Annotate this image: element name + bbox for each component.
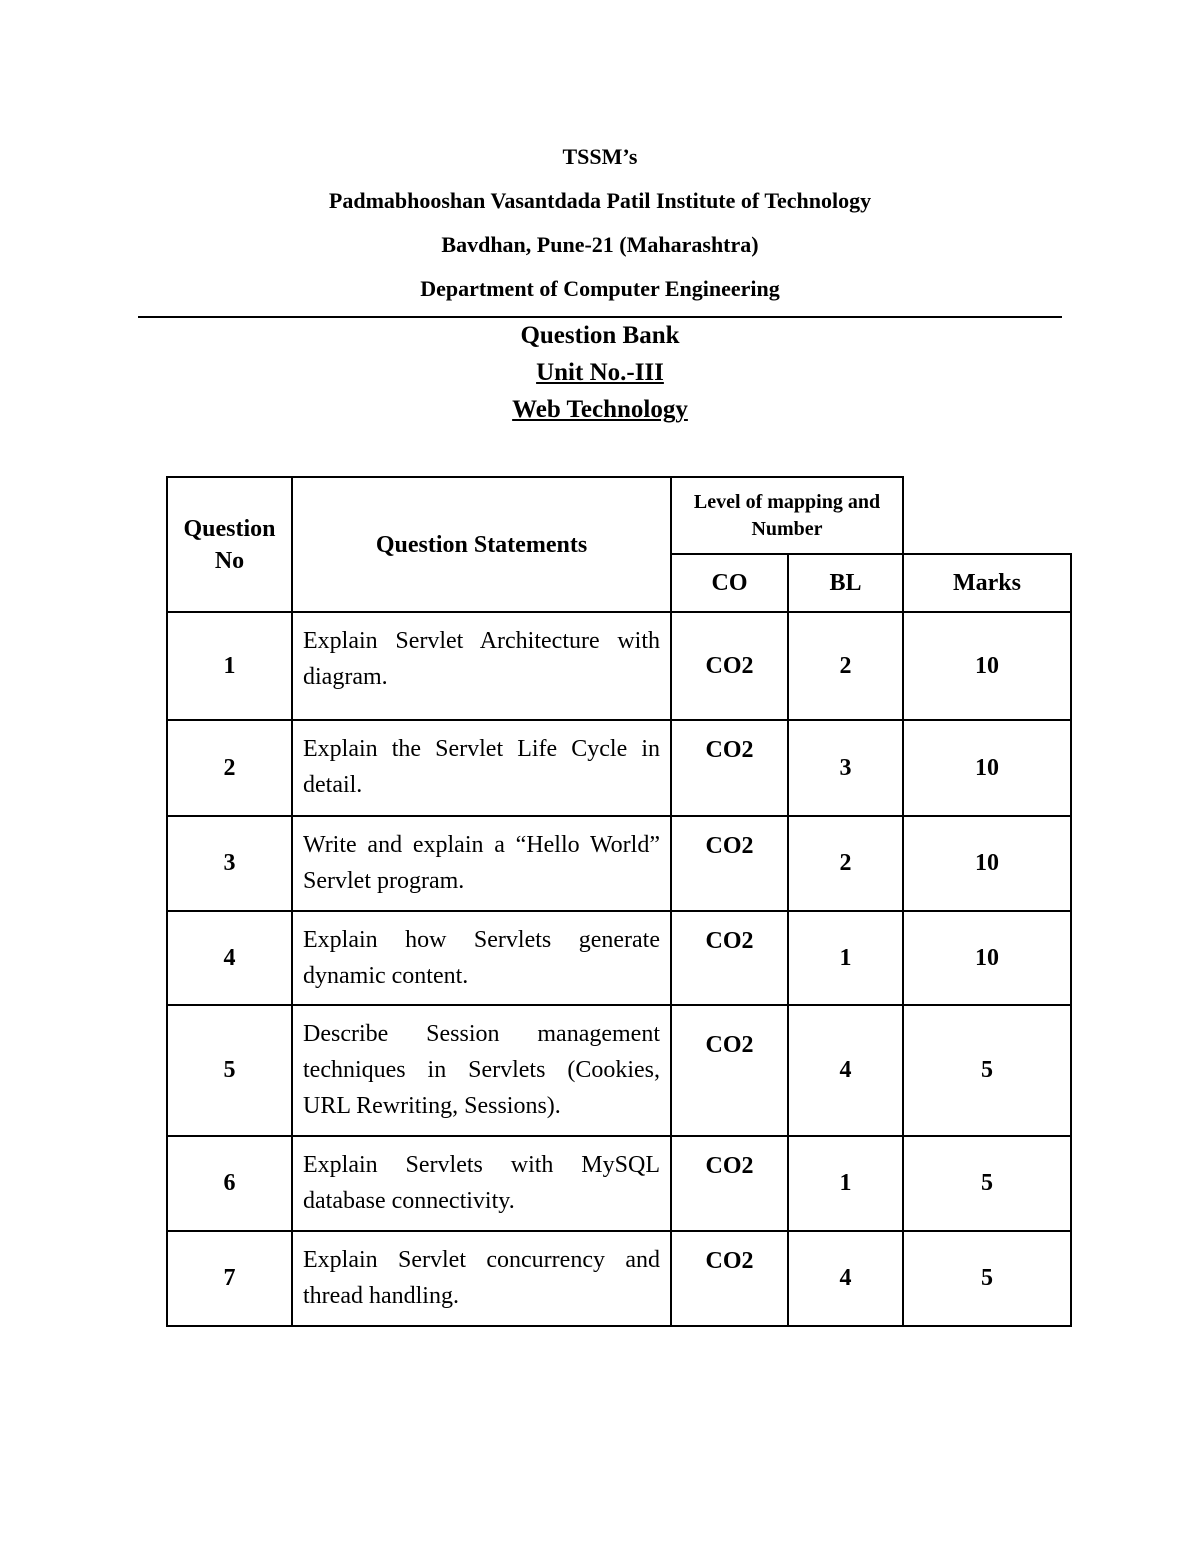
- co-value: CO2: [671, 720, 788, 816]
- table-row: [167, 1005, 1071, 1136]
- bl-value: 4: [788, 1231, 903, 1326]
- co-value: CO2: [671, 911, 788, 1005]
- marks-value: 10: [903, 720, 1071, 816]
- marks-value: 10: [903, 911, 1071, 1005]
- co-value: CO2: [671, 1005, 788, 1136]
- bl-value: 4: [788, 1005, 903, 1136]
- question-statement: Explain Servlets with MySQL database connectivity.: [292, 1136, 671, 1231]
- bl-value: 1: [788, 911, 903, 1005]
- question-number: 2: [167, 720, 292, 816]
- header-co: CO: [671, 554, 788, 612]
- co-value: CO2: [671, 1136, 788, 1231]
- question-number: 5: [167, 1005, 292, 1136]
- document-title: Question Bank: [520, 322, 680, 349]
- institution-trust: TSSM’s: [562, 144, 638, 169]
- bl-value: 1: [788, 1136, 903, 1231]
- header-level-of-mapping: Level of mapping and Number: [671, 477, 903, 554]
- header-bl: BL: [788, 554, 903, 612]
- question-table: [166, 476, 1072, 1327]
- table-row: [167, 612, 1071, 720]
- header-question-no: Question No: [167, 477, 292, 612]
- question-number: 3: [167, 816, 292, 911]
- question-number: 1: [167, 612, 292, 720]
- table-row: [167, 816, 1071, 911]
- header-divider: [138, 316, 1062, 318]
- question-number: 4: [167, 911, 292, 1005]
- bl-value: 2: [788, 612, 903, 720]
- question-number: 7: [167, 1231, 292, 1326]
- bl-value: 3: [788, 720, 903, 816]
- question-statement: Write and explain a “Hello World” Servlet program.: [292, 816, 671, 911]
- table-row: [167, 911, 1071, 1005]
- subject-name: [0, 396, 1200, 424]
- header-marks: Marks: [903, 554, 1071, 612]
- unit-number-text: Unit No.-III: [536, 359, 664, 386]
- subject-name-text: Web Technology: [512, 396, 688, 423]
- department-name: Department of Computer Engineering: [420, 276, 780, 301]
- unit-number: [0, 359, 1200, 387]
- co-value: CO2: [671, 1231, 788, 1326]
- table-row: [167, 1136, 1071, 1231]
- marks-value: 5: [903, 1136, 1071, 1231]
- question-statement: Explain how Servlets generate dynamic content.: [292, 911, 671, 1005]
- table-row: [167, 1231, 1071, 1326]
- question-statement: Explain the Servlet Life Cycle in detail.: [292, 720, 671, 816]
- institution-address: Bavdhan, Pune-21 (Maharashtra): [441, 232, 759, 257]
- header-question-statements: Question Statements: [292, 477, 671, 612]
- institution-name: Padmabhooshan Vasantdada Patil Institute of Technology: [328, 188, 872, 213]
- marks-value: 10: [903, 816, 1071, 911]
- question-statement: Describe Session management techniques in Servlets (Cookies, URL Rewriting, Sessions).: [292, 1005, 671, 1136]
- question-number: 6: [167, 1136, 292, 1231]
- table-row: [167, 720, 1071, 816]
- table-header-row: [167, 477, 1071, 554]
- co-value: CO2: [671, 816, 788, 911]
- co-value: CO2: [671, 612, 788, 720]
- marks-value: 5: [903, 1005, 1071, 1136]
- header-blank-cell: [903, 477, 1071, 554]
- question-statement: Explain Servlet Architecture with diagram.: [292, 612, 671, 720]
- marks-value: 5: [903, 1231, 1071, 1326]
- bl-value: 2: [788, 816, 903, 911]
- marks-value: 10: [903, 612, 1071, 720]
- question-statement: Explain Servlet concurrency and thread handling.: [292, 1231, 671, 1326]
